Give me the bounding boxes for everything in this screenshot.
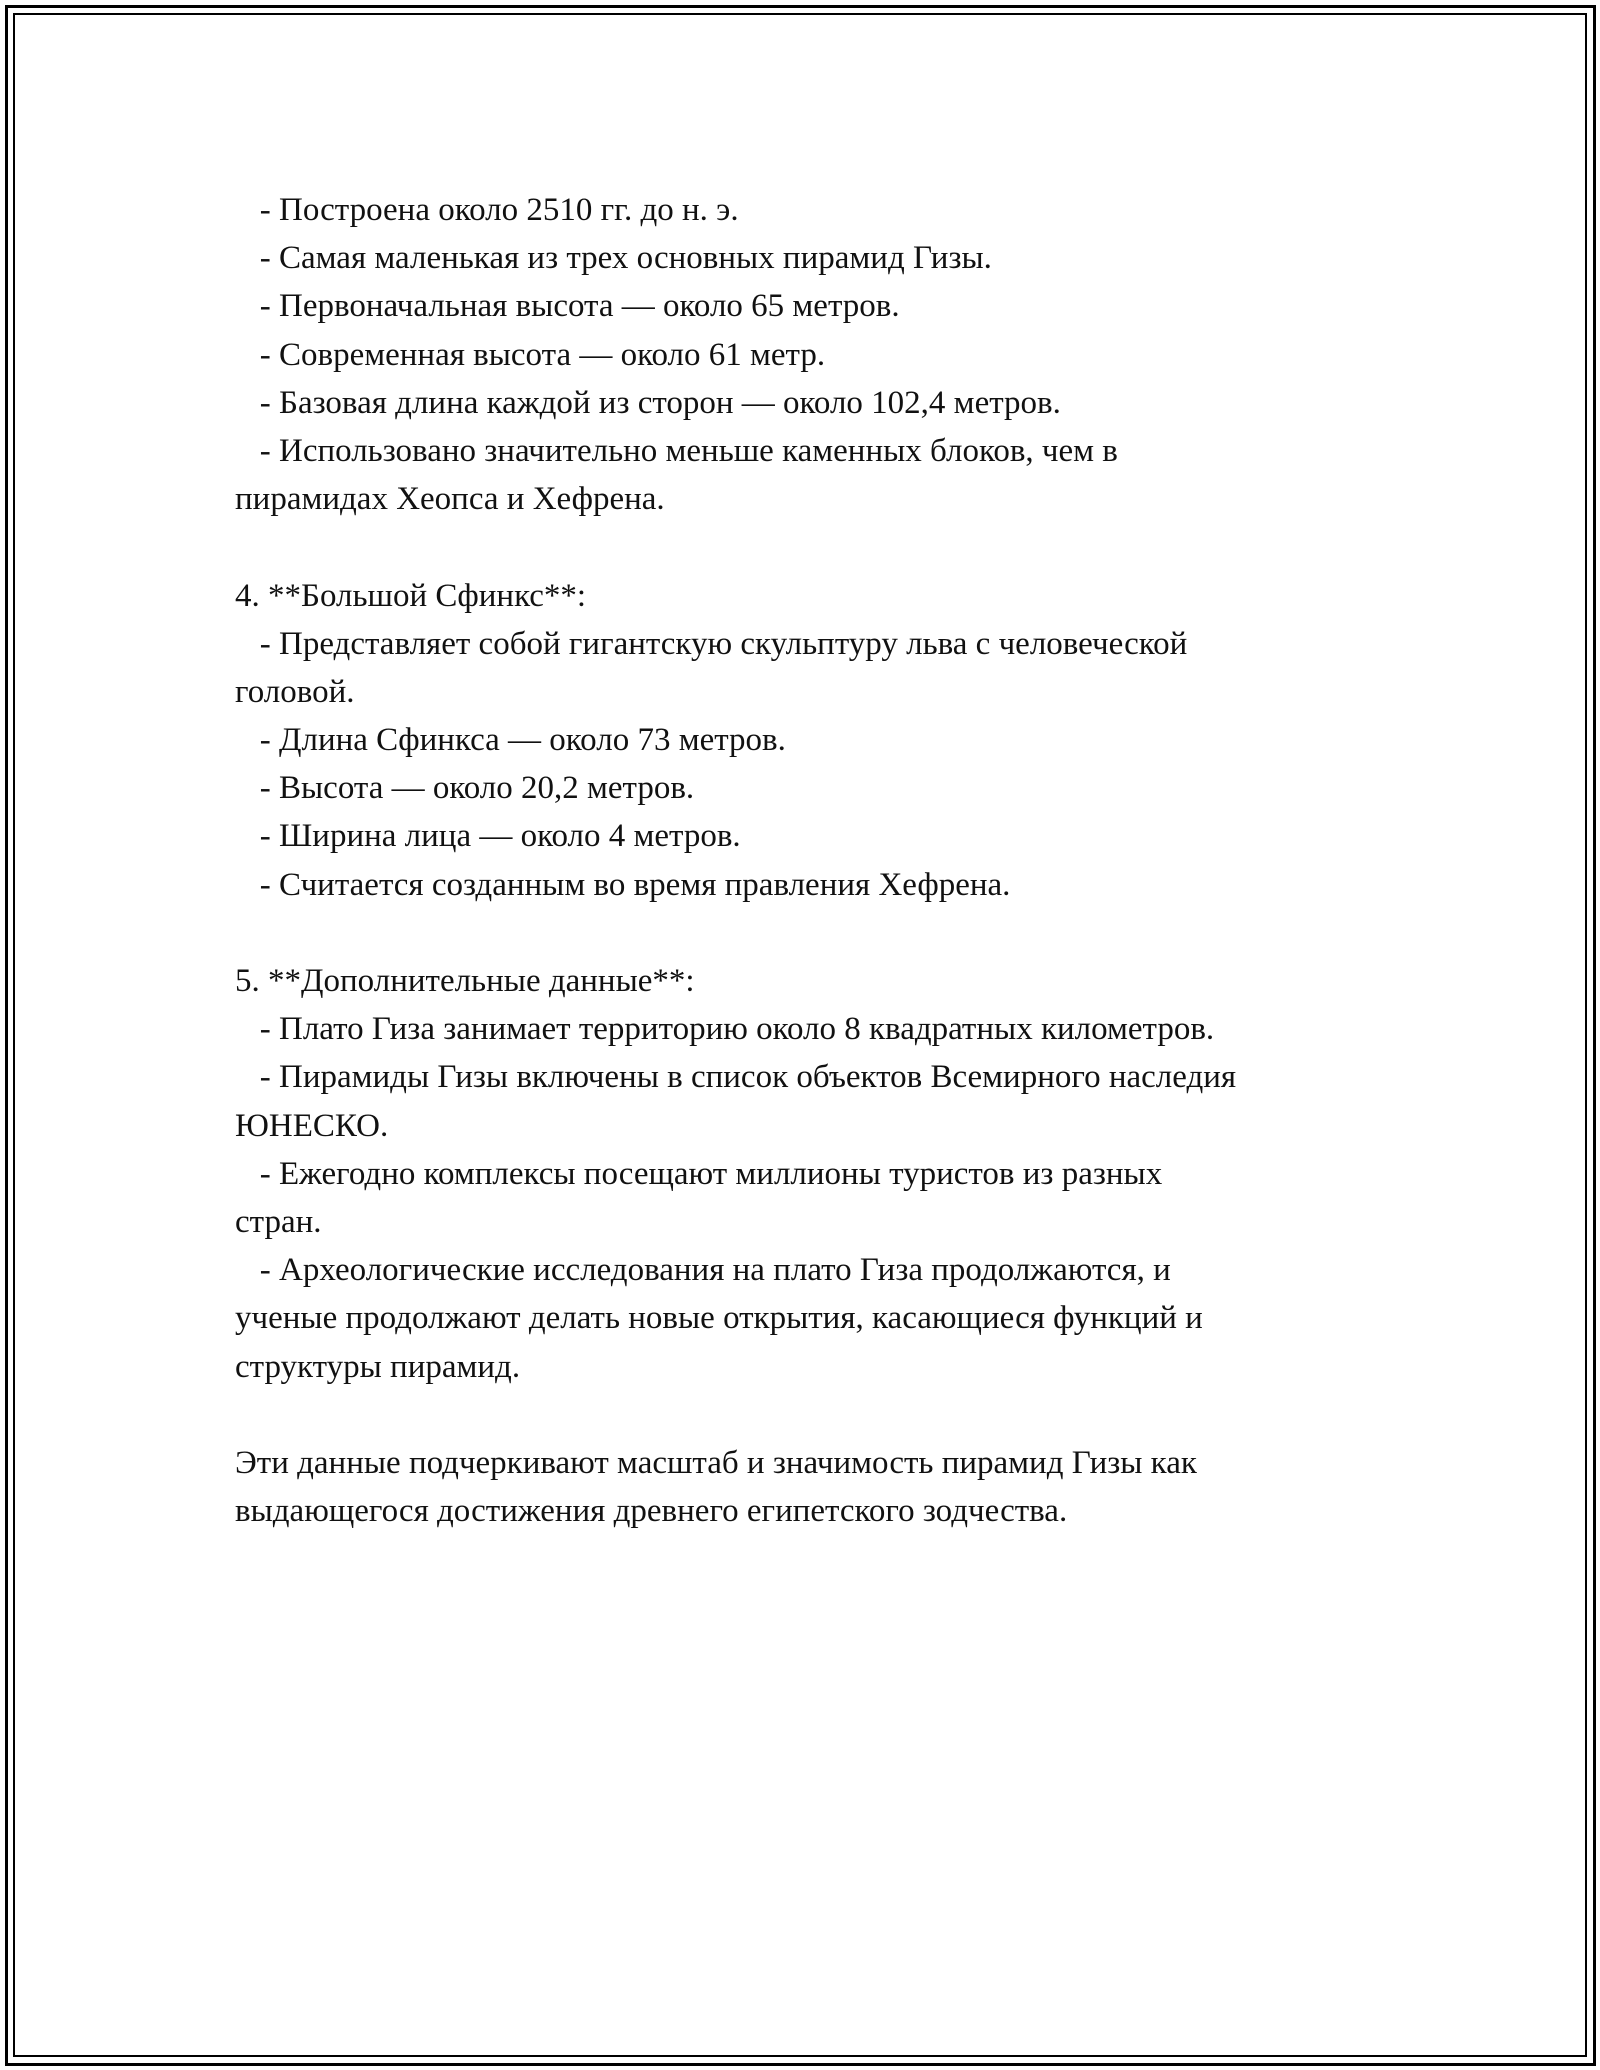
section-heading-additional: 5. **Дополнительные данные**: bbox=[235, 963, 695, 999]
text-line: - Использовано значительно меньше каменных блоков, чем в bbox=[235, 432, 1118, 469]
text-line: - Построена около 2510 гг. до н. э. bbox=[235, 192, 739, 228]
conclusion-line: Эти данные подчеркивают масштаб и значимость пирамид Гизы как bbox=[235, 1444, 1197, 1481]
text-line: стран. bbox=[235, 1203, 322, 1240]
text-line: - Длина Сфинкса — около 73 метров. bbox=[235, 722, 786, 759]
blank-line bbox=[235, 909, 1385, 957]
text-line: - Базовая длина каждой из сторон — около 102,4 метров. bbox=[235, 384, 1061, 421]
text-line: - Современная высота — около 61 метр. bbox=[235, 336, 826, 373]
text-line: - Ширина лица — около 4 метров. bbox=[235, 818, 741, 855]
text-line: структуры пирамид. bbox=[235, 1348, 521, 1385]
text-line: головой. bbox=[235, 673, 355, 710]
text-line: - Самая маленькая из трех основных пирамид Гизы. bbox=[235, 240, 992, 277]
text-line: ЮНЕСКО. bbox=[235, 1107, 389, 1144]
document-body bbox=[235, 186, 1385, 1535]
text-line: - Представляет собой гигантскую скульптуру льва с человеческой bbox=[235, 625, 1188, 662]
conclusion-line: выдающегося достижения древнего египетского зодчества. bbox=[235, 1493, 1068, 1530]
text-line: пирамидах Хеопса и Хефрена. bbox=[235, 481, 665, 518]
section-heading-sphinx: 4. **Большой Сфинкс**: bbox=[235, 577, 587, 614]
text-line: - Археологические исследования на плато Гиза продолжаются, и bbox=[235, 1252, 1171, 1289]
text-line: - Высота — около 20,2 метров. bbox=[235, 770, 695, 807]
text-line: - Первоначальная высота — около 65 метров. bbox=[235, 288, 900, 325]
text-line: - Пирамиды Гизы включены в список объектов Всемирного наследия bbox=[235, 1059, 1237, 1096]
text-line: - Ежегодно комплексы посещают миллионы туристов из разных bbox=[235, 1155, 1163, 1192]
text-line: ученые продолжают делать новые открытия, касающиеся функций и bbox=[235, 1300, 1203, 1337]
blank-line bbox=[235, 1391, 1385, 1439]
blank-line bbox=[235, 523, 1385, 571]
text-line: - Плато Гиза занимает территорию около 8 квадратных километров. bbox=[235, 1011, 1215, 1048]
text-line: - Считается созданным во время правления Хефрена. bbox=[235, 866, 1011, 903]
